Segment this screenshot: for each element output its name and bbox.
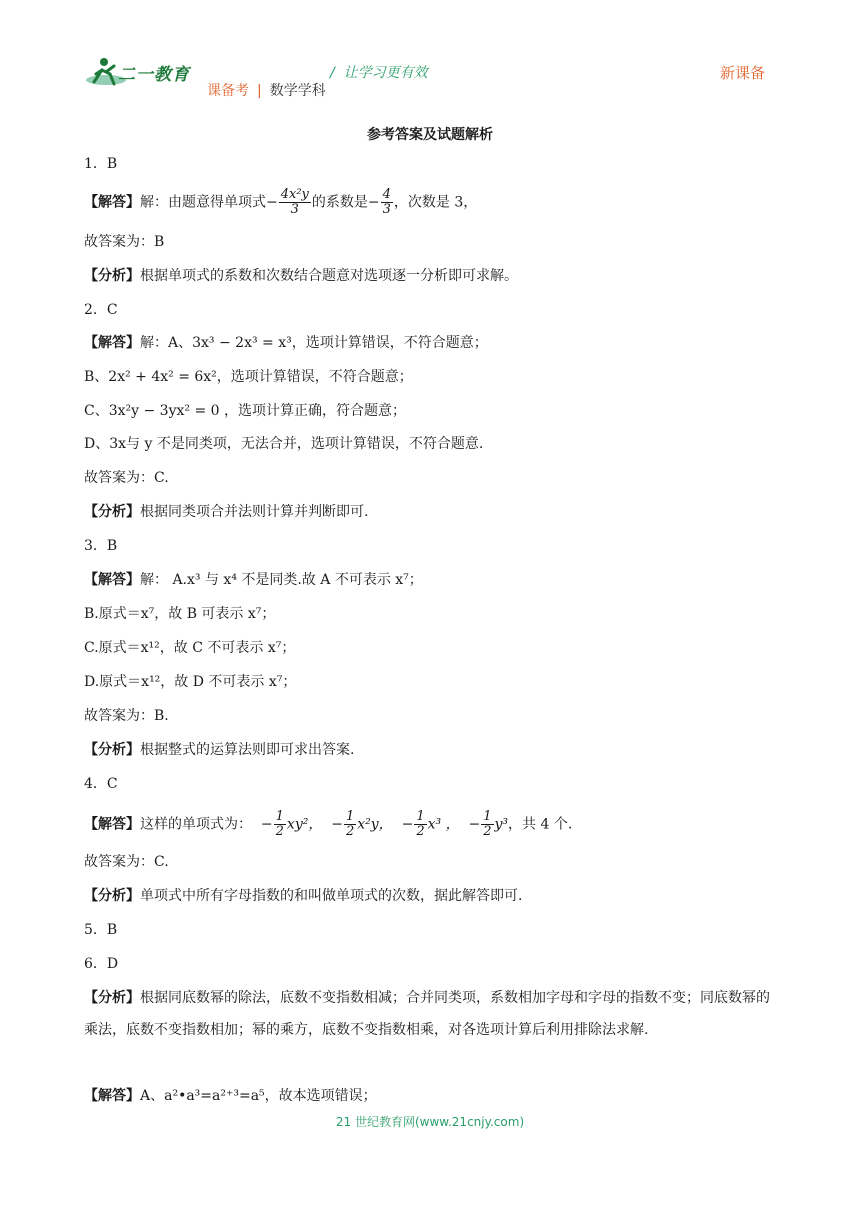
page-footer: 21 世纪教育网(www.21cnjy.com) [335,1115,525,1129]
separator: | [257,83,262,99]
new-course-label: 新课备 [720,64,766,82]
q2-analysis: 【分析】根据同类项合并法则计算并判断即可. [84,504,369,520]
q2-line-c: C、3x²y − 3yx² = 0 ，选项计算正确，符合题意； [84,403,406,419]
q4-analysis: 【分析】单项式中所有字母指数的和叫做单项式的次数，据此解答即可. [84,888,523,904]
q4-answer: 故答案为：C. [84,854,169,870]
q1-solution: 【解答】解：由题意得单项式− $\frac{\text{4x²y}}{3}$ 的系数是− $\frac{4}{3}$ ，次数是 3， [84,187,478,217]
subject: 数学学科 [269,83,326,99]
q2-line-d: D、3x与 y 不是同类项，无法合并，选项计算错误，不符合题意. [84,436,484,452]
page-header [0,0,860,110]
q6-solution: 【解答】A、a²•a³=a²⁺³=a⁵，故本选项错误； [84,1088,377,1104]
q3-line-b: B.原式＝x⁷，故 B 可表示 x⁷； [84,606,276,622]
tag: 课备考 [207,83,249,99]
q1-number: 1．B [84,156,118,172]
q1-analysis: 【分析】根据单项式的系数和次数结合题意对选项逐一分析即可求解。 [84,268,518,284]
q2-answer: 故答案为：C. [84,470,169,486]
q2-solution: 【解答】解：A、3x³ − 2x³ = x³，选项计算错误，不符合题意； [84,335,488,351]
q3-number: 3．B [84,538,118,554]
q1-answer: 故答案为：B [84,234,165,250]
q2-number: 2．C [84,302,118,318]
slogan: / 让学习更有效 [330,65,428,81]
logo-text: 二一教育 [118,65,190,85]
q3-line-c: C.原式＝x¹²，故 C 不可表示 x⁷； [84,640,296,656]
subject-line [207,80,326,100]
q3-answer: 故答案为：B. [84,708,169,724]
q3-solution: 【解答】解： A.x³ 与 x⁴ 不是同类.故 A 不可表示 x⁷； [84,572,423,588]
q4-solution: 【解答】这样的单项式为： − $\frac{1}{2}$ xy²， − $\frac{1}{2}$ x²y， − $\frac{1}{2}$ x³ ， − $\frac{1}{2}$ y³，共 4 个. [84,809,573,839]
page-title: 参考答案及试题解析 [367,127,493,143]
q4-number: 4．C [84,776,118,792]
q5-number: 5．B [84,922,118,938]
q3-analysis: 【分析】根据整式的运算法则即可求出答案. [84,742,355,758]
q3-line-d: D.原式＝x¹²，故 D 不可表示 x⁷； [84,674,297,690]
q2-line-b: B、2x² + 4x² = 6x²，选项计算错误，不符合题意； [84,369,413,385]
q6-analysis: 【分析】根据同底数幂的除法，底数不变指数相减；合并同类项，系数相加字母和字母的指数不变；同底数幂的乘法，底数不变指数相加；幂的乘方，底数不变指数相乘，对各选项计算后利用排除法求解. [84,990,770,1038]
q6-number: 6．D [84,956,119,972]
